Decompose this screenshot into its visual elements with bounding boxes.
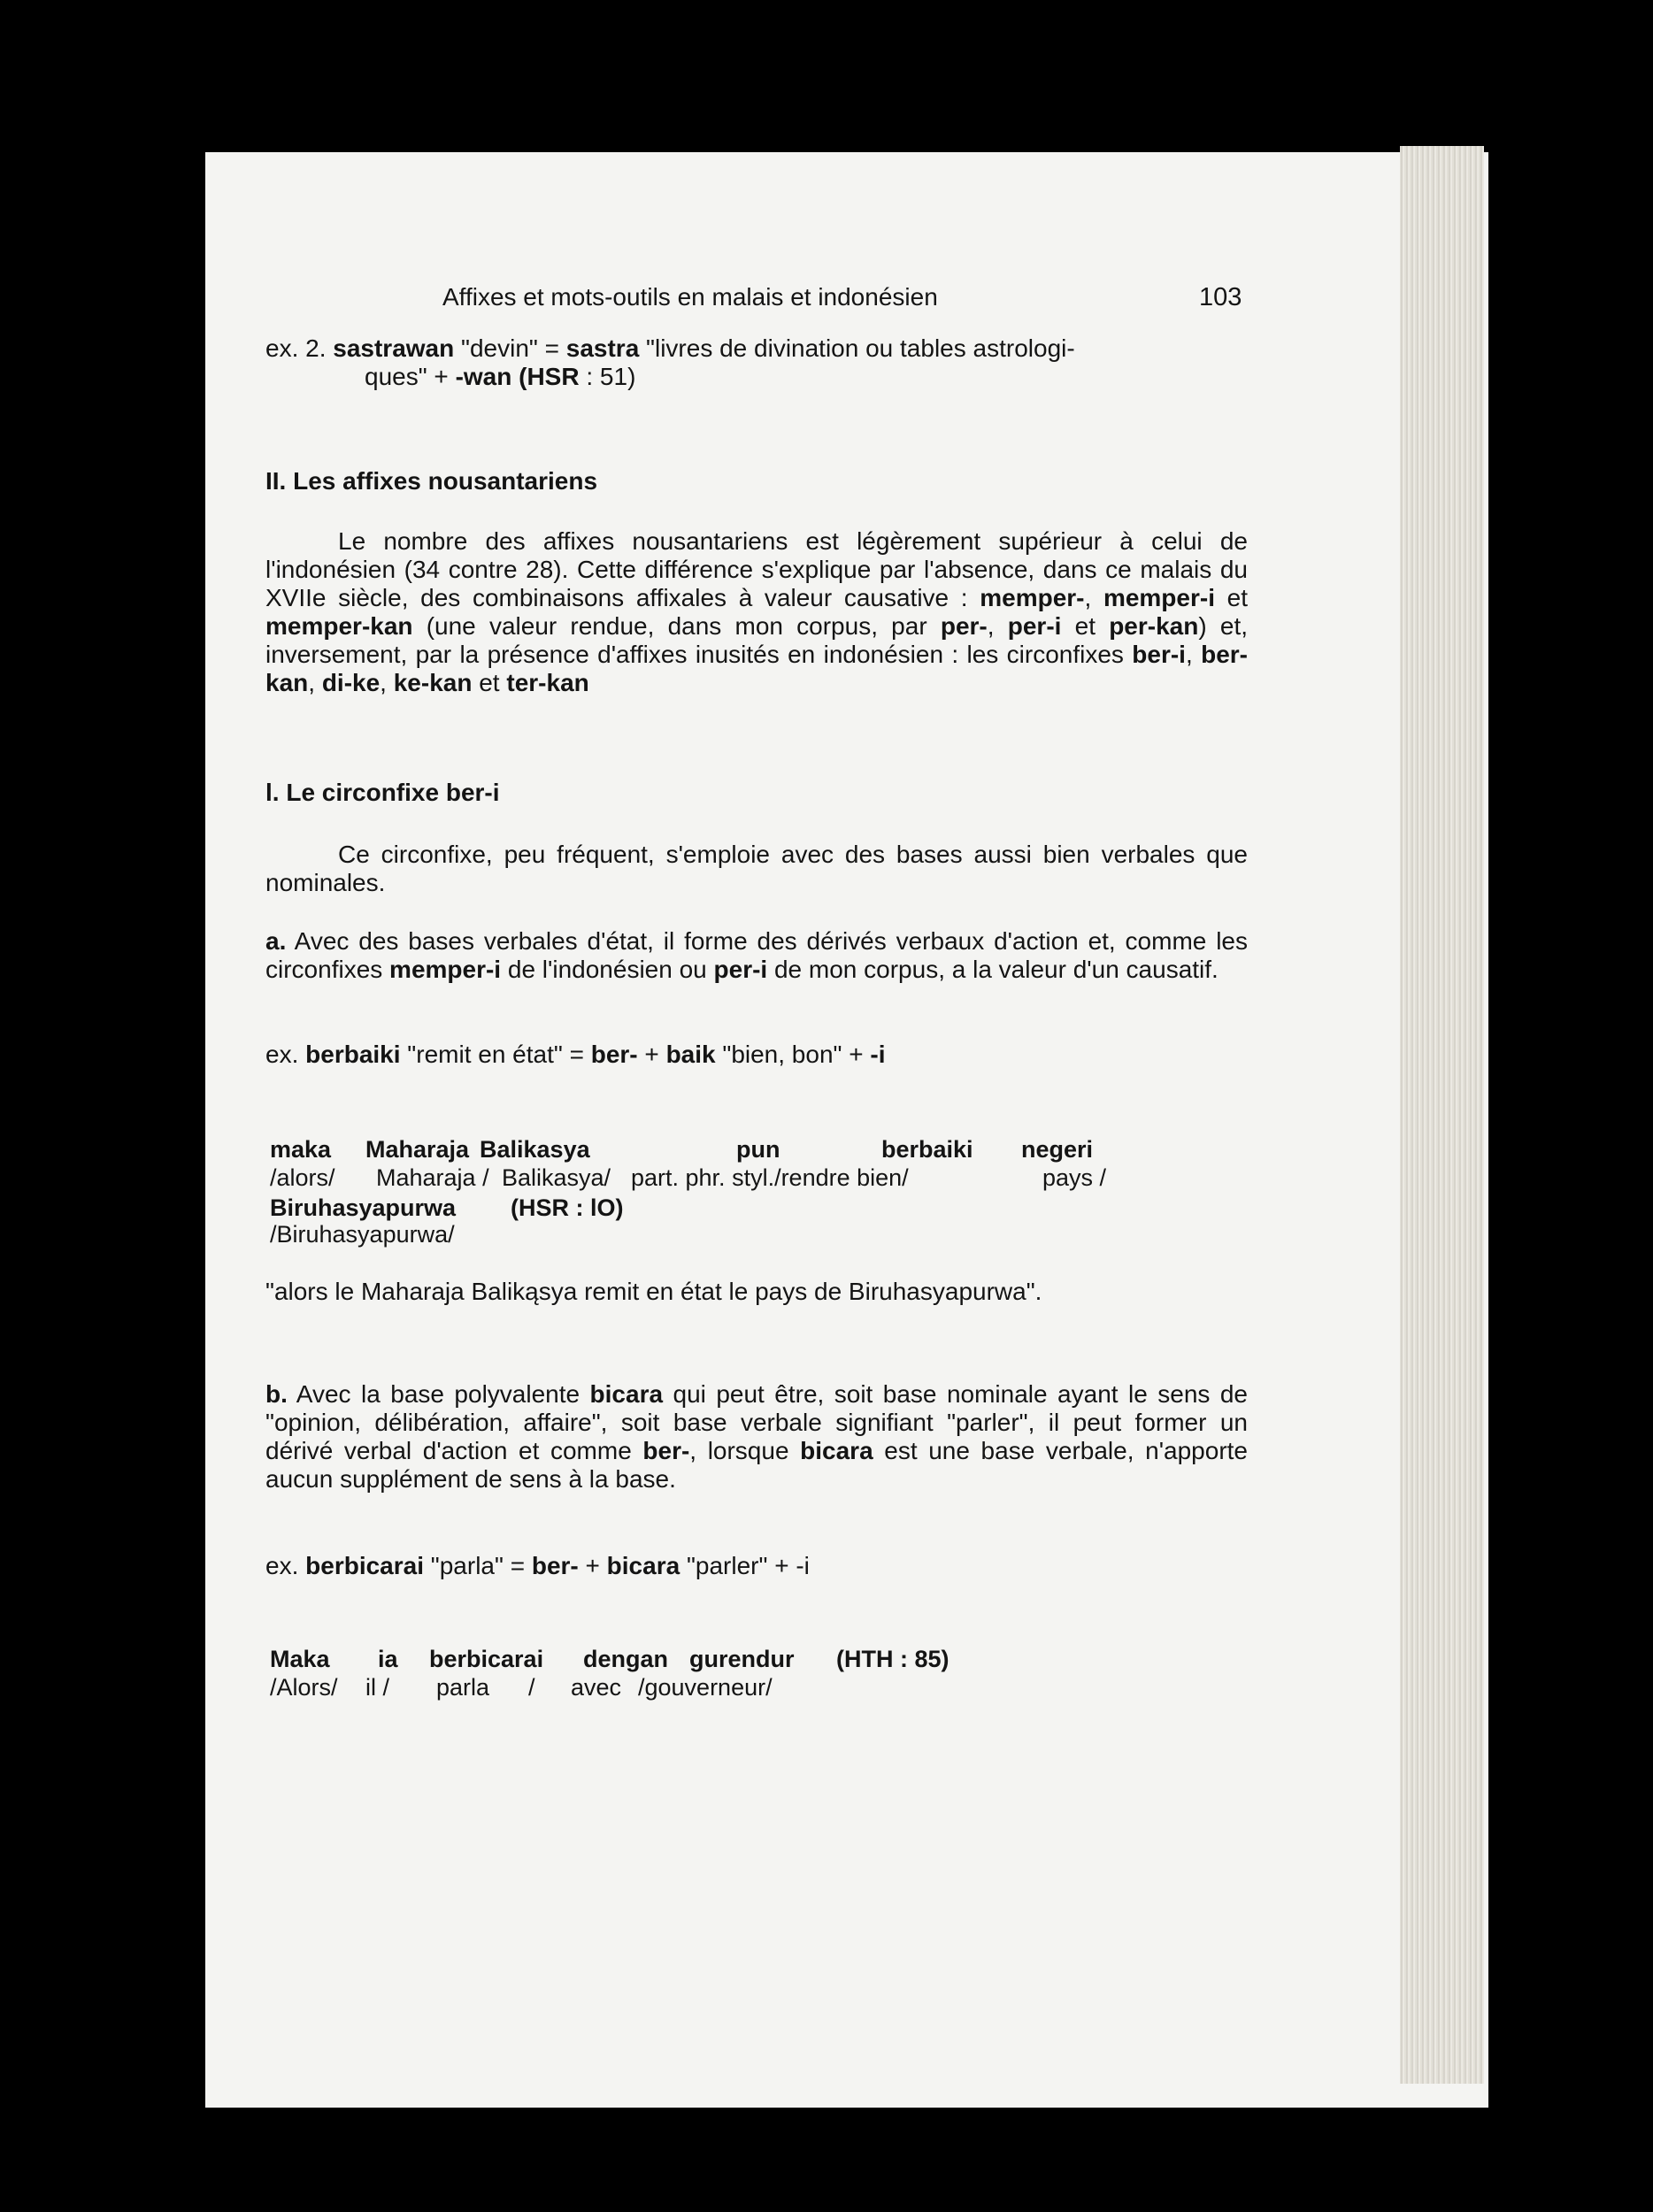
text: "bien, bon" +: [715, 1041, 871, 1068]
text: +: [637, 1041, 666, 1068]
page-number: 103: [1199, 283, 1242, 311]
word: per-i: [713, 956, 768, 983]
word: berbaiki: [881, 1136, 973, 1163]
example: [265, 1552, 1248, 1580]
gloss: il /: [365, 1674, 389, 1701]
word: ber-i: [1132, 641, 1186, 668]
word: memper-i: [389, 956, 502, 983]
text: "remit en état" =: [400, 1041, 591, 1068]
text: , lorsque: [689, 1437, 801, 1464]
example-2: [265, 334, 1248, 391]
text: est une base verbale, n'apporte aucun supplément de sens à la base.: [265, 1437, 1248, 1493]
text: (une valeur rendue, dans mon corpus, par: [412, 612, 941, 640]
running-head: Affixes et mots-outils en malais et indonésien: [442, 283, 938, 311]
text: Avec des bases verbales d'état, il forme des dérivés verbaux d'action et, comme les circonfixes: [265, 927, 1248, 983]
word: memper-i: [1103, 584, 1215, 611]
subsection-heading: l. Le circonfixe ber-i: [265, 779, 500, 806]
text: de l'indonésien ou: [501, 956, 714, 983]
word: Balikasya: [480, 1136, 590, 1163]
text: "parla" =: [424, 1552, 532, 1579]
word: sastrawan: [333, 334, 455, 362]
example: [265, 1041, 1248, 1069]
word: pun: [736, 1136, 780, 1163]
word: baik: [665, 1041, 716, 1068]
paragraph-b: [265, 1380, 1248, 1494]
word: bicara: [800, 1437, 873, 1464]
gloss: /Alors/: [270, 1674, 338, 1701]
word: (HSR: [519, 363, 580, 390]
word: ter-kan: [506, 669, 589, 696]
word: ber-kan: [265, 641, 1249, 696]
gloss: /Biruhasyapurwa/: [270, 1221, 455, 1248]
page-edge: [1400, 146, 1484, 2084]
text: ,: [308, 669, 322, 696]
word: ber-: [642, 1437, 690, 1464]
word: memper-: [980, 584, 1085, 611]
word: -i: [870, 1041, 886, 1068]
word: Biruhasyapurwa: [270, 1194, 457, 1221]
word: bicara: [606, 1552, 680, 1579]
text: Le nombre des affixes nousantariens est légèrement supérieur à celui de l'indonésien (34 contre 28). Cette différence s'explique par l'absence, dans ce malais du XVIIe siècle, des combinaisons affixales à valeur causative :: [265, 527, 1248, 611]
text: Avec la base polyvalente: [287, 1380, 590, 1408]
word: sastra: [565, 334, 640, 362]
text: et: [1214, 584, 1248, 611]
word: gurendur: [689, 1646, 795, 1672]
text: et: [472, 669, 507, 696]
text: +: [578, 1552, 607, 1579]
word: per-: [940, 612, 988, 640]
text: ) et, inversement, par la présence d'affixes inusités en indonésien : les circonfixes: [265, 612, 1248, 668]
word: per-kan: [1109, 612, 1199, 640]
text: et: [1061, 612, 1110, 640]
paragraph: [265, 527, 1248, 697]
gloss: Balikasya/: [502, 1164, 611, 1191]
word: Maka: [270, 1646, 330, 1672]
word: berbicarai: [429, 1646, 544, 1672]
gloss: /: [528, 1674, 535, 1701]
word: ke-kan: [393, 669, 473, 696]
word: dengan: [583, 1646, 669, 1672]
text: "devin" =: [454, 334, 566, 362]
text: "parler" + -i: [680, 1552, 810, 1579]
word: (HTH : 85): [836, 1646, 950, 1672]
gloss: Maharaja /: [376, 1164, 489, 1191]
word: bicara: [589, 1380, 664, 1408]
gloss: avec: [571, 1674, 622, 1701]
translation: "alors le Maharaja Balikąsya remit en état le pays de Biruhasyapurwa".: [265, 1278, 1042, 1305]
example-label: ex. 2.: [265, 334, 327, 362]
word: (HSR : lO): [511, 1194, 624, 1221]
item-label: b.: [265, 1380, 288, 1408]
paragraph: Ce circonfixe, peu fréquent, s'emploie avec des bases aussi bien verbales que nominales.: [265, 841, 1248, 896]
word: -wan: [455, 363, 512, 390]
gloss: parla: [436, 1674, 490, 1701]
item-label: a.: [265, 927, 287, 955]
text: ,: [380, 669, 394, 696]
word: berbaiki: [305, 1041, 401, 1068]
gloss: pays /: [1042, 1164, 1107, 1191]
paragraph-a: [265, 927, 1248, 984]
gloss: /alors/: [270, 1164, 335, 1191]
example-label: ex.: [265, 1552, 299, 1579]
word: ber-: [590, 1041, 638, 1068]
word: maka: [270, 1136, 332, 1163]
word: di-ke: [321, 669, 381, 696]
text: ques" +: [365, 363, 456, 390]
text: "livres de divination ou tables astrologi-: [639, 334, 1075, 362]
word: berbicarai: [305, 1552, 424, 1579]
text: : 51): [579, 363, 636, 390]
word: ia: [378, 1646, 398, 1672]
text: ,: [1185, 641, 1202, 668]
word: ber-: [531, 1552, 579, 1579]
gloss-line: [270, 1221, 455, 1248]
example-label: ex.: [265, 1041, 299, 1068]
text: qui peut être, soit base nominale ayant le sens de "opinion, délibération, affaire", soit base verbale signifiant "parler", il peut former un dérivé verbal d'action et comme: [265, 1380, 1248, 1464]
word: memper-kan: [265, 612, 413, 640]
word: Maharaja: [365, 1136, 470, 1163]
book-page: [205, 152, 1488, 2108]
section-heading: II. Les affixes nousantariens: [265, 467, 598, 495]
text: ,: [987, 612, 1008, 640]
gloss: /gouverneur/: [638, 1674, 773, 1701]
word: per-i: [1007, 612, 1062, 640]
text: ,: [1084, 584, 1103, 611]
word: negeri: [1021, 1136, 1094, 1163]
text: de mon corpus, a la valeur d'un causatif.: [767, 956, 1219, 983]
gloss: part. phr. styl./rendre bien/: [631, 1164, 909, 1191]
